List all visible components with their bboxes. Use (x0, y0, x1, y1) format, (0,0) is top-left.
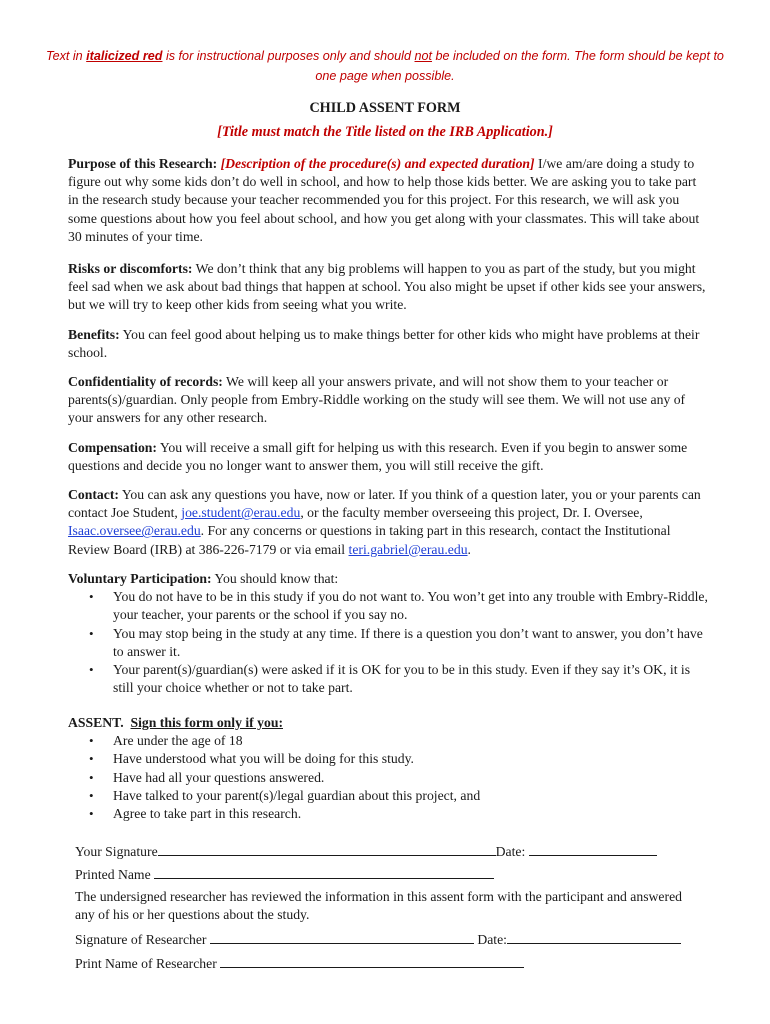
assent-sign-label: Sign this form only if you: (130, 715, 283, 730)
benefits-section (68, 326, 708, 362)
confidentiality-label: Confidentiality of records: (68, 374, 223, 389)
instr-text-3: be included on the form. The form should be kept to one page when possible. (315, 49, 724, 83)
researcher-signature-field[interactable] (210, 929, 474, 944)
list-item: • You do not have to be in this study if you do not want to. You won’t get into any trouble with Embry-Riddle, your teacher, your parents or the school if you say no. (68, 588, 708, 624)
researcher-signature-row (75, 929, 681, 949)
contact-text-3: . For any concerns or questions in taking part in this research, contact the Institutional Review Board (IRB) at 386-226-7179 or via email (68, 523, 671, 557)
confidentiality-text: We will keep all your answers private, and will not show them to your teacher or parents(s)/guardian. Only people from Embry-Riddle working on the study will see them. We will not use any of your answers for any other research. (68, 374, 686, 426)
voluntary-label: Voluntary Participation: (68, 571, 212, 586)
contact-text-4: . (467, 541, 471, 557)
list-item: • Have understood what you will be doing for this study. (68, 750, 708, 768)
your-signature-field[interactable] (158, 841, 496, 856)
list-item: • Your parent(s)/guardian(s) were asked if it is OK for you to be in this study. Even if they say it’s OK, it is still your choice whether or not to take part. (68, 661, 708, 697)
instr-not: not (414, 49, 433, 63)
list-item: • Have had all your questions answered. (68, 769, 708, 787)
risks-text: We don’t think that any big problems will happen to you as part of the study, but you might feel sad when we ask about bad things that happen at school. You also might be upset if other kids see your answers, but we will try to keep other kids from seeing what you write. (68, 261, 706, 313)
compensation-section (68, 439, 708, 475)
researcher-print-name-field[interactable] (220, 953, 524, 968)
compensation-text: You will receive a small gift for helping us with this research. Even if you begin to answer some questions and decide you no longer want to answer them, you will still receive the gift. (68, 440, 688, 474)
purpose-text: I/we am/are doing a study to figure out why some kids don’t do well in school, and how to help those kids better. We are asking you to take part in the research study because your teacher recommended you for this project. For this research, we will ask you some questions about how you feel about school, and how you get along with your classmates. This will take about 30 minutes of your time. (68, 156, 700, 244)
date-field[interactable] (529, 841, 657, 856)
list-item: • You may stop being in the study at any time. If there is a question you don’t want to answer, you don’t have to answer it. (68, 625, 708, 661)
printed-name-field[interactable] (154, 864, 494, 879)
student-email-link[interactable]: joe.student@erau.edu (181, 505, 301, 521)
voluntary-heading (68, 570, 708, 588)
faculty-email-link[interactable]: Isaac.oversee@erau.edu (68, 523, 201, 539)
voluntary-text: You should know that: (211, 571, 339, 586)
risks-label: Risks or discomforts: (68, 261, 193, 276)
date-label: Date: (495, 844, 526, 859)
contact-section (68, 486, 708, 559)
list-item: • Have talked to your parent(s)/legal guardian about this project, and (68, 787, 708, 805)
list-item: • Are under the age of 18 (68, 732, 708, 750)
researcher-print-name-row (75, 953, 524, 973)
voluntary-section (68, 570, 708, 697)
benefits-text: You can feel good about helping us to make things better for other kids who might have problems at their school. (68, 327, 700, 361)
instr-text-1: Text in (46, 49, 87, 63)
assent-heading (68, 714, 708, 732)
confidentiality-section (68, 373, 708, 428)
researcher-print-name-label: Print Name of Researcher (75, 956, 217, 971)
purpose-placeholder: [Description of the procedure(s) and expected duration] (220, 156, 535, 171)
purpose-label: Purpose of this Research: (68, 156, 218, 171)
risks-section (68, 260, 708, 315)
printed-name-row (75, 864, 494, 884)
researcher-signature-label: Signature of Researcher (75, 932, 207, 947)
assent-label: ASSENT. (68, 715, 124, 730)
purpose-section (68, 155, 708, 246)
assent-section (68, 714, 708, 823)
voluntary-list (68, 588, 708, 697)
form-subtitle-placeholder: [Title must match the Title listed on the IRB Application.] (217, 124, 553, 140)
instructional-note (40, 46, 730, 86)
printed-name-label: Printed Name (75, 867, 151, 882)
compensation-label: Compensation: (68, 440, 157, 455)
instr-text-2: is for instructional purposes only and should (162, 49, 415, 63)
contact-text-1: You can ask any questions you have, now or later. If you think of a question later, you or your parents can contact Joe Student, (68, 487, 701, 521)
participant-signature-row (75, 841, 657, 861)
contact-text-2: , or the faculty member overseeing this project, Dr. I. Oversee, (300, 505, 643, 521)
instr-italicized-red: italicized red (86, 49, 163, 63)
researcher-date-field[interactable] (507, 929, 681, 944)
benefits-label: Benefits: (68, 327, 120, 342)
researcher-statement: The undersigned researcher has reviewed the information in this assent form with the participant and answered any of his or her questions about the study. (75, 889, 682, 922)
researcher-date-label: Date: (477, 932, 507, 947)
form-title: CHILD ASSENT FORM (309, 100, 461, 116)
contact-label: Contact: (68, 487, 119, 502)
assent-list (68, 732, 708, 823)
irb-email-link[interactable]: teri.gabriel@erau.edu (348, 541, 468, 557)
list-item: • Agree to take part in this research. (68, 805, 708, 823)
your-signature-label: Your Signature (75, 844, 158, 859)
